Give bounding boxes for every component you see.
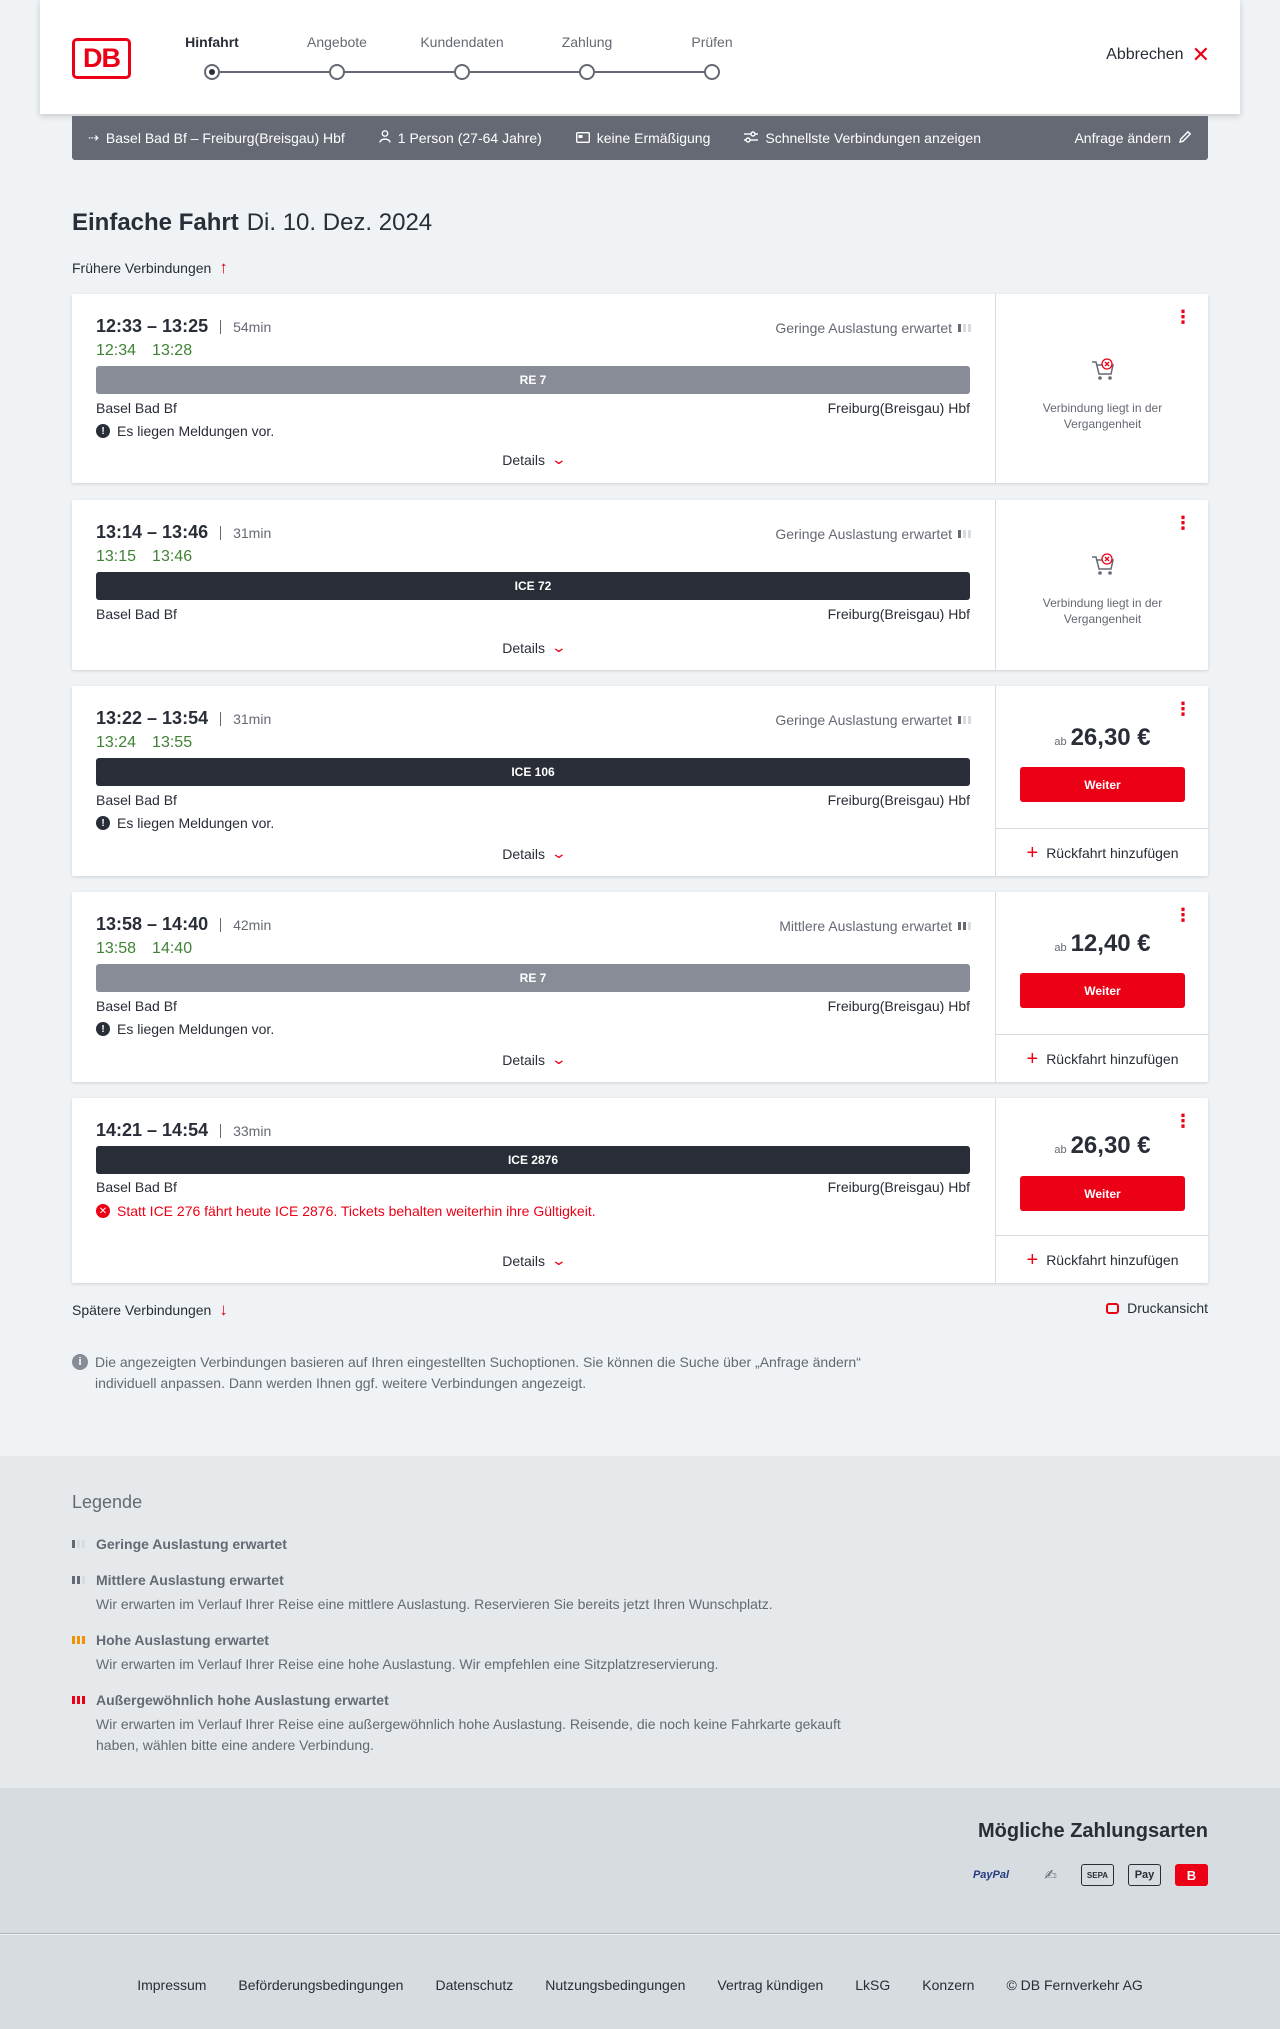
details-toggle[interactable]: Details ⌄	[502, 639, 568, 656]
departure-station: Basel Bad Bf	[96, 792, 177, 808]
occupancy-info: Geringe Auslastung erwartet	[775, 320, 971, 336]
later-connections-link[interactable]: Spätere Verbindungen ↓	[72, 1300, 228, 1319]
search-info-note: i Die angezeigten Verbindungen basieren auf Ihren eingestellten Suchoptionen. Sie können die Suche über „Anfrage ändern“ individuell anpassen. Dann werden Ihnen ggf. weitere Verbindungen angezeigt.	[72, 1352, 872, 1394]
planned-times: 13:22 – 13:54	[96, 708, 209, 728]
duration: 54min	[220, 320, 271, 334]
print-view-link[interactable]: Druckansicht	[1106, 1300, 1208, 1316]
planned-times: 13:58 – 14:40	[96, 914, 209, 934]
search-summary-bar	[72, 116, 1208, 160]
cart-unavailable-icon	[1089, 551, 1117, 579]
details-toggle[interactable]: Details ⌄	[502, 451, 568, 468]
chevron-down-icon: ⌄	[550, 1051, 568, 1067]
card-icon	[576, 131, 590, 146]
plus-icon: +	[1026, 1047, 1039, 1070]
chevron-down-icon: ⌄	[550, 639, 568, 655]
legend-title: Legende	[72, 1492, 143, 1512]
person-icon	[379, 130, 391, 146]
sepa-icon: SEPA	[1081, 1864, 1114, 1886]
train-line-bar[interactable]: ICE 106	[96, 758, 970, 786]
legend-section	[0, 1456, 1280, 1788]
occupancy-medium-icon	[958, 922, 971, 930]
details-toggle[interactable]: Details ⌄	[502, 845, 568, 862]
planned-times: 12:33 – 13:25	[96, 316, 209, 336]
step-dot	[204, 64, 220, 80]
step-dot	[329, 64, 345, 80]
arrow-up-icon: ↑	[219, 258, 228, 277]
footer-link-lksg[interactable]: LkSG	[855, 1977, 891, 1993]
continue-button[interactable]: Weiter	[1020, 767, 1185, 802]
pencil-icon	[1178, 130, 1192, 147]
passenger-summary[interactable]: 1 Person (27-64 Jahre)	[379, 130, 542, 146]
chevron-down-icon: ⌄	[550, 451, 568, 467]
price: ab 26,30 €	[1054, 1132, 1151, 1159]
route-arrow-icon: ⇢	[88, 130, 99, 145]
plus-icon: +	[1026, 1248, 1039, 1271]
arrival-station: Freiburg(Breisgau) Hbf	[827, 400, 970, 416]
more-options-icon[interactable]: ⋮	[1174, 699, 1192, 719]
apple-pay-icon: Pay	[1128, 1864, 1161, 1886]
change-request-button[interactable]: Anfrage ändern	[1074, 130, 1192, 147]
alert-icon: !	[96, 424, 110, 438]
page-title: Einfache Fahrt Di. 10. Dez. 2024	[72, 209, 433, 236]
footer-link-vertrag[interactable]: Vertrag kündigen	[717, 1977, 824, 1993]
cart-unavailable-icon	[1089, 356, 1117, 384]
price: ab 12,40 €	[1054, 930, 1151, 957]
notice-message: ! Es liegen Meldungen vor.	[96, 1021, 274, 1037]
train-line-bar[interactable]: ICE 2876	[96, 1146, 970, 1174]
booking-stepper	[182, 34, 802, 84]
departure-station: Basel Bad Bf	[96, 400, 177, 416]
realtime-times: 13:15 13:46	[96, 548, 193, 565]
footer-link-konzern[interactable]: Konzern	[922, 1977, 975, 1993]
arrival-station: Freiburg(Breisgau) Hbf	[827, 792, 970, 808]
train-line-bar[interactable]: RE 7	[96, 964, 970, 992]
footer-link-befoerderung[interactable]: Beförderungsbedingungen	[238, 1977, 404, 1993]
db-pay-icon: B	[1175, 1864, 1208, 1886]
connection-card	[72, 294, 1208, 483]
details-toggle[interactable]: Details ⌄	[502, 1252, 568, 1269]
travel-date: Di. 10. Dez. 2024	[246, 209, 433, 236]
duration: 33min	[220, 1124, 271, 1138]
occupancy-low-icon	[72, 1540, 88, 1548]
printer-icon	[1106, 1303, 1119, 1314]
add-return-trip-button[interactable]: + Rückfahrt hinzufügen	[996, 1034, 1209, 1082]
planned-times: 13:14 – 13:46	[96, 522, 209, 542]
connection-card	[72, 686, 1208, 876]
earlier-connections-link[interactable]: Frühere Verbindungen ↑	[72, 258, 228, 277]
occupancy-medium-icon	[72, 1576, 88, 1584]
occupancy-very-high-icon	[72, 1696, 88, 1704]
duration: 31min	[220, 712, 271, 726]
footer-link-nutzung[interactable]: Nutzungsbedingungen	[545, 1977, 686, 1993]
chevron-down-icon: ⌄	[550, 1252, 568, 1268]
continue-button[interactable]: Weiter	[1020, 1176, 1185, 1211]
credit-card-icon: ✍	[1044, 1867, 1057, 1884]
realtime-times: 13:24 13:55	[96, 734, 193, 751]
step-dot	[454, 64, 470, 80]
disruption-message: ✕ Statt ICE 276 fährt heute ICE 2876. Tickets behalten weiterhin ihre Gültigkeit.	[96, 1203, 596, 1219]
planned-times: 14:21 – 14:54	[96, 1120, 209, 1140]
price: ab 26,30 €	[1054, 724, 1151, 751]
arrival-station: Freiburg(Breisgau) Hbf	[827, 1179, 970, 1195]
footer-link-impressum[interactable]: Impressum	[137, 1977, 207, 1993]
occupancy-info: Geringe Auslastung erwartet	[775, 526, 971, 542]
legend-item: Hohe Auslastung erwartet Wir erwarten im Verlauf Ihrer Reise eine hohe Auslastung. Wir empfehlen eine Sitzplatzreservierung.	[72, 1632, 872, 1675]
more-options-icon[interactable]: ⋮	[1174, 513, 1192, 533]
past-connection-notice: Verbindung liegt in der Vergangenheit	[1042, 596, 1163, 626]
departure-station: Basel Bad Bf	[96, 606, 177, 622]
step-dot	[704, 64, 720, 80]
route-summary[interactable]: ⇢ Basel Bad Bf – Freiburg(Breisgau) Hbf	[88, 130, 345, 146]
alert-icon: !	[96, 1022, 110, 1036]
plus-icon: +	[1026, 841, 1039, 864]
legend-item: Außergewöhnlich hohe Auslastung erwartet Wir erwarten im Verlauf Ihrer Reise eine außergewöhnlich hohe Auslastung. Reisende, die noch keine Fahrkarte gekauft haben, wählen bitte eine andere Verbindung.	[72, 1692, 872, 1756]
payment-methods-section	[0, 1788, 1280, 1934]
cancel-button[interactable]: Abbrechen ✕	[1106, 42, 1210, 67]
more-options-icon[interactable]: ⋮	[1174, 905, 1192, 925]
connection-card	[72, 892, 1208, 1082]
occupancy-high-icon	[72, 1636, 88, 1644]
step-zahlung: Zahlung	[532, 34, 642, 80]
occupancy-low-icon	[958, 716, 971, 724]
past-connection-notice: Verbindung liegt in der Vergangenheit	[1042, 401, 1163, 431]
copyright: © DB Fernverkehr AG	[1006, 1977, 1143, 1993]
occupancy-low-icon	[958, 530, 971, 538]
paypal-icon: PayPal	[972, 1869, 1010, 1881]
info-icon: i	[72, 1354, 88, 1370]
footer	[0, 1935, 1280, 2029]
step-hinfahrt: Hinfahrt	[157, 34, 267, 80]
duration: 42min	[220, 918, 271, 932]
arrow-down-icon: ↓	[219, 1300, 228, 1319]
connection-card	[72, 1098, 1208, 1283]
train-line-bar[interactable]: RE 7	[96, 366, 970, 394]
step-angebote: Angebote	[282, 34, 392, 80]
footer-link-datenschutz[interactable]: Datenschutz	[435, 1977, 514, 1993]
alert-icon: !	[96, 816, 110, 830]
sliders-icon	[744, 131, 758, 146]
occupancy-info: Mittlere Auslastung erwartet	[779, 918, 971, 934]
train-line-bar[interactable]: ICE 72	[96, 572, 970, 600]
departure-station: Basel Bad Bf	[96, 1179, 177, 1195]
connection-card	[72, 500, 1208, 670]
continue-button[interactable]: Weiter	[1020, 973, 1185, 1008]
chevron-down-icon: ⌄	[550, 845, 568, 861]
step-dot	[579, 64, 595, 80]
notice-message: ! Es liegen Meldungen vor.	[96, 423, 274, 439]
details-toggle[interactable]: Details ⌄	[502, 1051, 568, 1068]
discount-summary[interactable]: keine Ermäßigung	[576, 130, 711, 146]
step-pruefen: Prüfen	[657, 34, 767, 80]
step-kundendaten: Kundendaten	[407, 34, 517, 80]
close-icon: ✕	[1191, 42, 1210, 67]
more-options-icon[interactable]: ⋮	[1174, 1111, 1192, 1131]
departure-station: Basel Bad Bf	[96, 998, 177, 1014]
legend-item: Mittlere Auslastung erwartet Wir erwarten im Verlauf Ihrer Reise eine mittlere Auslastung. Reservieren Sie bereits jetzt Ihren Wunschplatz.	[72, 1572, 872, 1615]
add-return-trip-button[interactable]: + Rückfahrt hinzufügen	[996, 1235, 1209, 1283]
filter-summary[interactable]: Schnellste Verbindungen anzeigen	[744, 130, 981, 146]
realtime-times: 12:34 13:28	[96, 342, 193, 359]
db-logo[interactable]: DB	[72, 38, 131, 79]
legend-item: Geringe Auslastung erwartet	[72, 1536, 872, 1552]
more-options-icon[interactable]: ⋮	[1174, 307, 1192, 327]
realtime-times: 13:58 14:40	[96, 940, 193, 957]
occupancy-low-icon	[958, 324, 971, 332]
payment-title: Mögliche Zahlungsarten	[977, 1820, 1208, 1842]
notice-message: ! Es liegen Meldungen vor.	[96, 815, 274, 831]
arrival-station: Freiburg(Breisgau) Hbf	[827, 606, 970, 622]
duration: 31min	[220, 526, 271, 540]
add-return-trip-button[interactable]: + Rückfahrt hinzufügen	[996, 828, 1209, 876]
page-header	[40, 0, 1240, 114]
arrival-station: Freiburg(Breisgau) Hbf	[827, 998, 970, 1014]
error-icon: ✕	[96, 1204, 110, 1218]
occupancy-info: Geringe Auslastung erwartet	[775, 712, 971, 728]
